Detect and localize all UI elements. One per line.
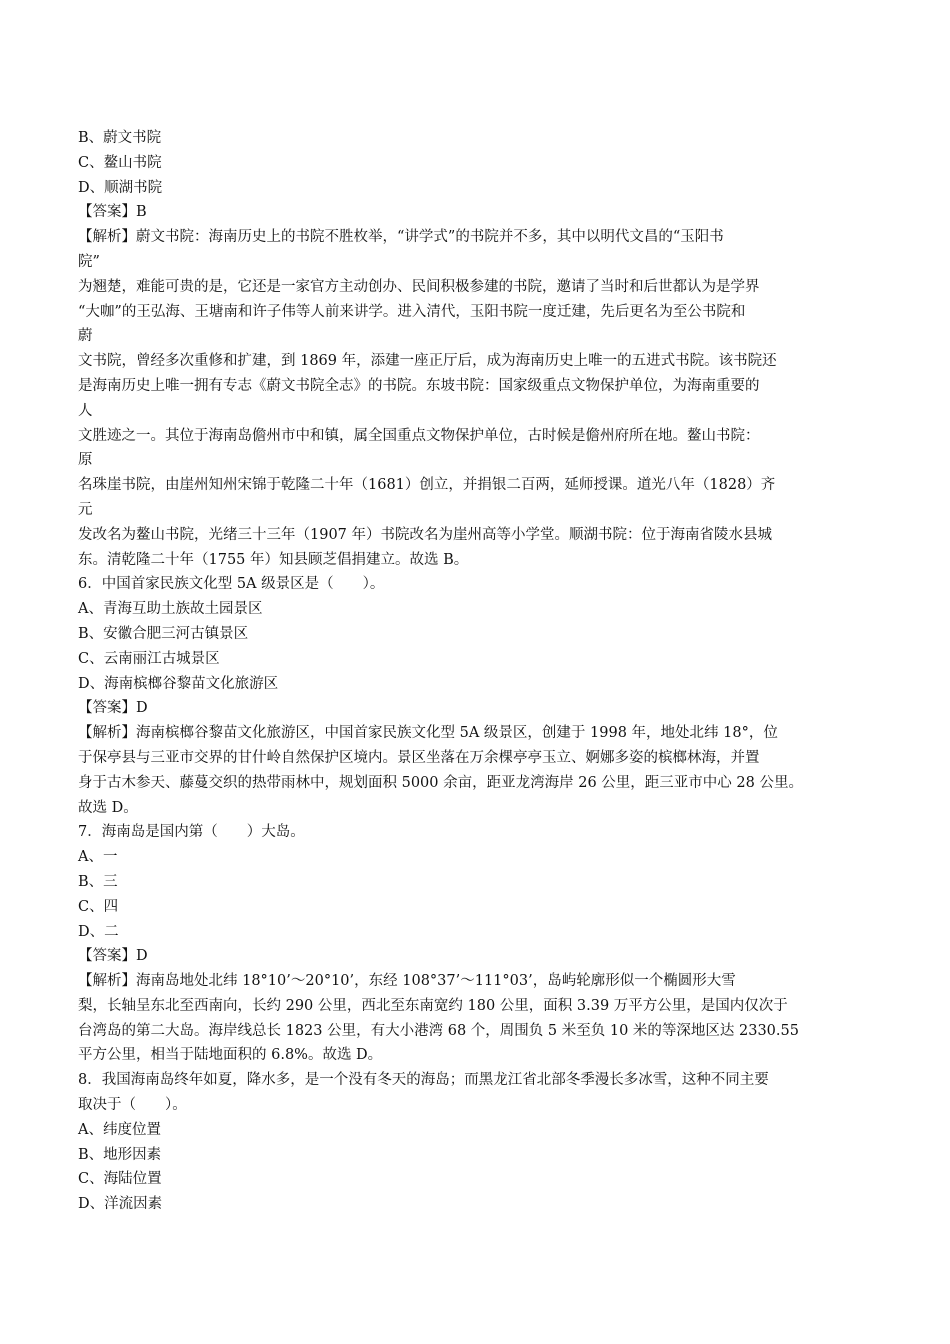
answer-q7: 【答案】D [78,948,148,965]
analysis-q5-line: “大咖”的王弘海、王塘南和许子伟等人前来讲学。进入清代，玉阳书院一度迁建，先后更名为至公书院和 [78,303,746,320]
question-8: 8．我国海南岛终年如夏，降水多，是一个没有冬天的海岛；而黑龙江省北部冬季漫长多冰雪，这种不同主要 [78,1072,769,1089]
option-d-q7: D、二 [78,923,119,940]
analysis-q5-line: 文书院，曾经多次重修和扩建，到 1869 年，添建一座正厅后，成为海南历史上唯一的五进式书院。该书院还 [78,353,777,370]
analysis-q5-line: 人 [78,402,93,419]
question-6: 6．中国首家民族文化型 5A 级景区是（ ）。 [78,576,385,593]
analysis-q6-line: 身于古木参天、藤蔓交织的热带雨林中，规划面积 5000 余亩，距亚龙湾海岸 26 公里，距三亚市中心 28 公里。 [78,774,803,791]
option-b-q5: B、蔚文书院 [78,130,162,146]
analysis-q5-line: 是海南历史上唯一拥有专志《蔚文书院全志》的书院。东坡书院：国家级重点文物保护单位，为海南重要的 [78,377,760,394]
option-c-q6: C、云南丽江古城景区 [78,650,220,667]
answer-q6: 【答案】D [78,700,148,717]
question-7: 7．海南岛是国内第（ ）大岛。 [78,824,305,841]
answer-q5: 【答案】B [78,204,147,221]
analysis-q6-line: 【解析】海南槟榔谷黎苗文化旅游区，中国首家民族文化型 5A 级景区，创建于 1998 年，地处北纬 18°，位 [78,725,778,742]
analysis-q5-line: 院” [78,253,100,270]
option-a-q6: A、青海互助土族故土园景区 [78,601,263,618]
analysis-q7-line: 平方公里，相当于陆地面积的 6.8%。故选 D。 [78,1047,383,1064]
option-b-q8: B、地形因素 [78,1146,162,1163]
option-b-q6: B、安徽合肥三河古镇景区 [78,625,249,642]
analysis-q7-line: 台湾岛的第二大岛。海岸线总长 1823 公里，有大小港湾 68 个，周围负 5 米至负 10 米的等深地区达 2330.55 [78,1022,799,1039]
analysis-q5-line: 东。清乾隆二十年（1755 年）知县顾芝倡捐建立。故选 B。 [78,551,469,568]
option-d-q5: D、顺湖书院 [78,179,163,196]
option-a-q7: A、一 [78,849,118,866]
analysis-q5-line: 【解析】蔚文书院：海南历史上的书院不胜枚举，“讲学式”的书院并不多，其中以明代文昌的“玉阳书 [78,229,724,246]
option-d-q8: D、洋流因素 [78,1196,163,1213]
analysis-q5-line: 发改名为鳌山书院，光绪三十三年（1907 年）书院改名为崖州高等小学堂。顺湖书院：位于海南省陵水县城 [78,526,773,543]
analysis-q5-line: 为翘楚，难能可贵的是，它还是一家官方主动创办、民间积极参建的书院，邀请了当时和后世都认为是学界 [78,278,760,295]
analysis-q7-line: 梨，长轴呈东北至西南向，长约 290 公里，西北至东南宽约 180 公里，面积 3.39 万平方公里，是国内仅次于 [78,997,788,1014]
option-d-q6: D、海南槟榔谷黎苗文化旅游区 [78,675,279,692]
analysis-q5-line: 蔚 [78,328,93,345]
analysis-q5-line: 元 [78,501,93,518]
analysis-q6-line: 故选 D。 [78,799,138,816]
analysis-q5-line: 原 [78,452,93,469]
analysis-q5-line: 名珠崖书院，由崖州知州宋锦于乾隆二十年（1681）创立，并捐银二百两，延师授课。道光八年（1828）齐 [78,477,776,494]
analysis-q5-line: 文胜迹之一。其位于海南岛儋州市中和镇，属全国重点文物保护单位，古时候是儋州府所在地。鳌山书院： [78,427,760,444]
document-text [78,126,878,1217]
option-c-q8: C、海陆位置 [78,1171,162,1188]
option-b-q7: B、三 [78,873,118,890]
option-c-q7: C、四 [78,898,119,915]
analysis-q7-line: 【解析】海南岛地处北纬 18°10’～20°10’，东经 108°37’～111°03’，岛屿轮廓形似一个椭圆形大雪 [78,973,736,990]
option-a-q8: A、纬度位置 [78,1121,161,1138]
question-8-cont: 取决于（ ）。 [78,1097,187,1114]
option-c-q5: C、鳌山书院 [78,154,162,171]
analysis-q6-line: 于保亭县与三亚市交界的甘什岭自然保护区境内。景区坐落在万余棵亭亭玉立、婀娜多姿的槟榔林海，并置 [78,749,760,766]
